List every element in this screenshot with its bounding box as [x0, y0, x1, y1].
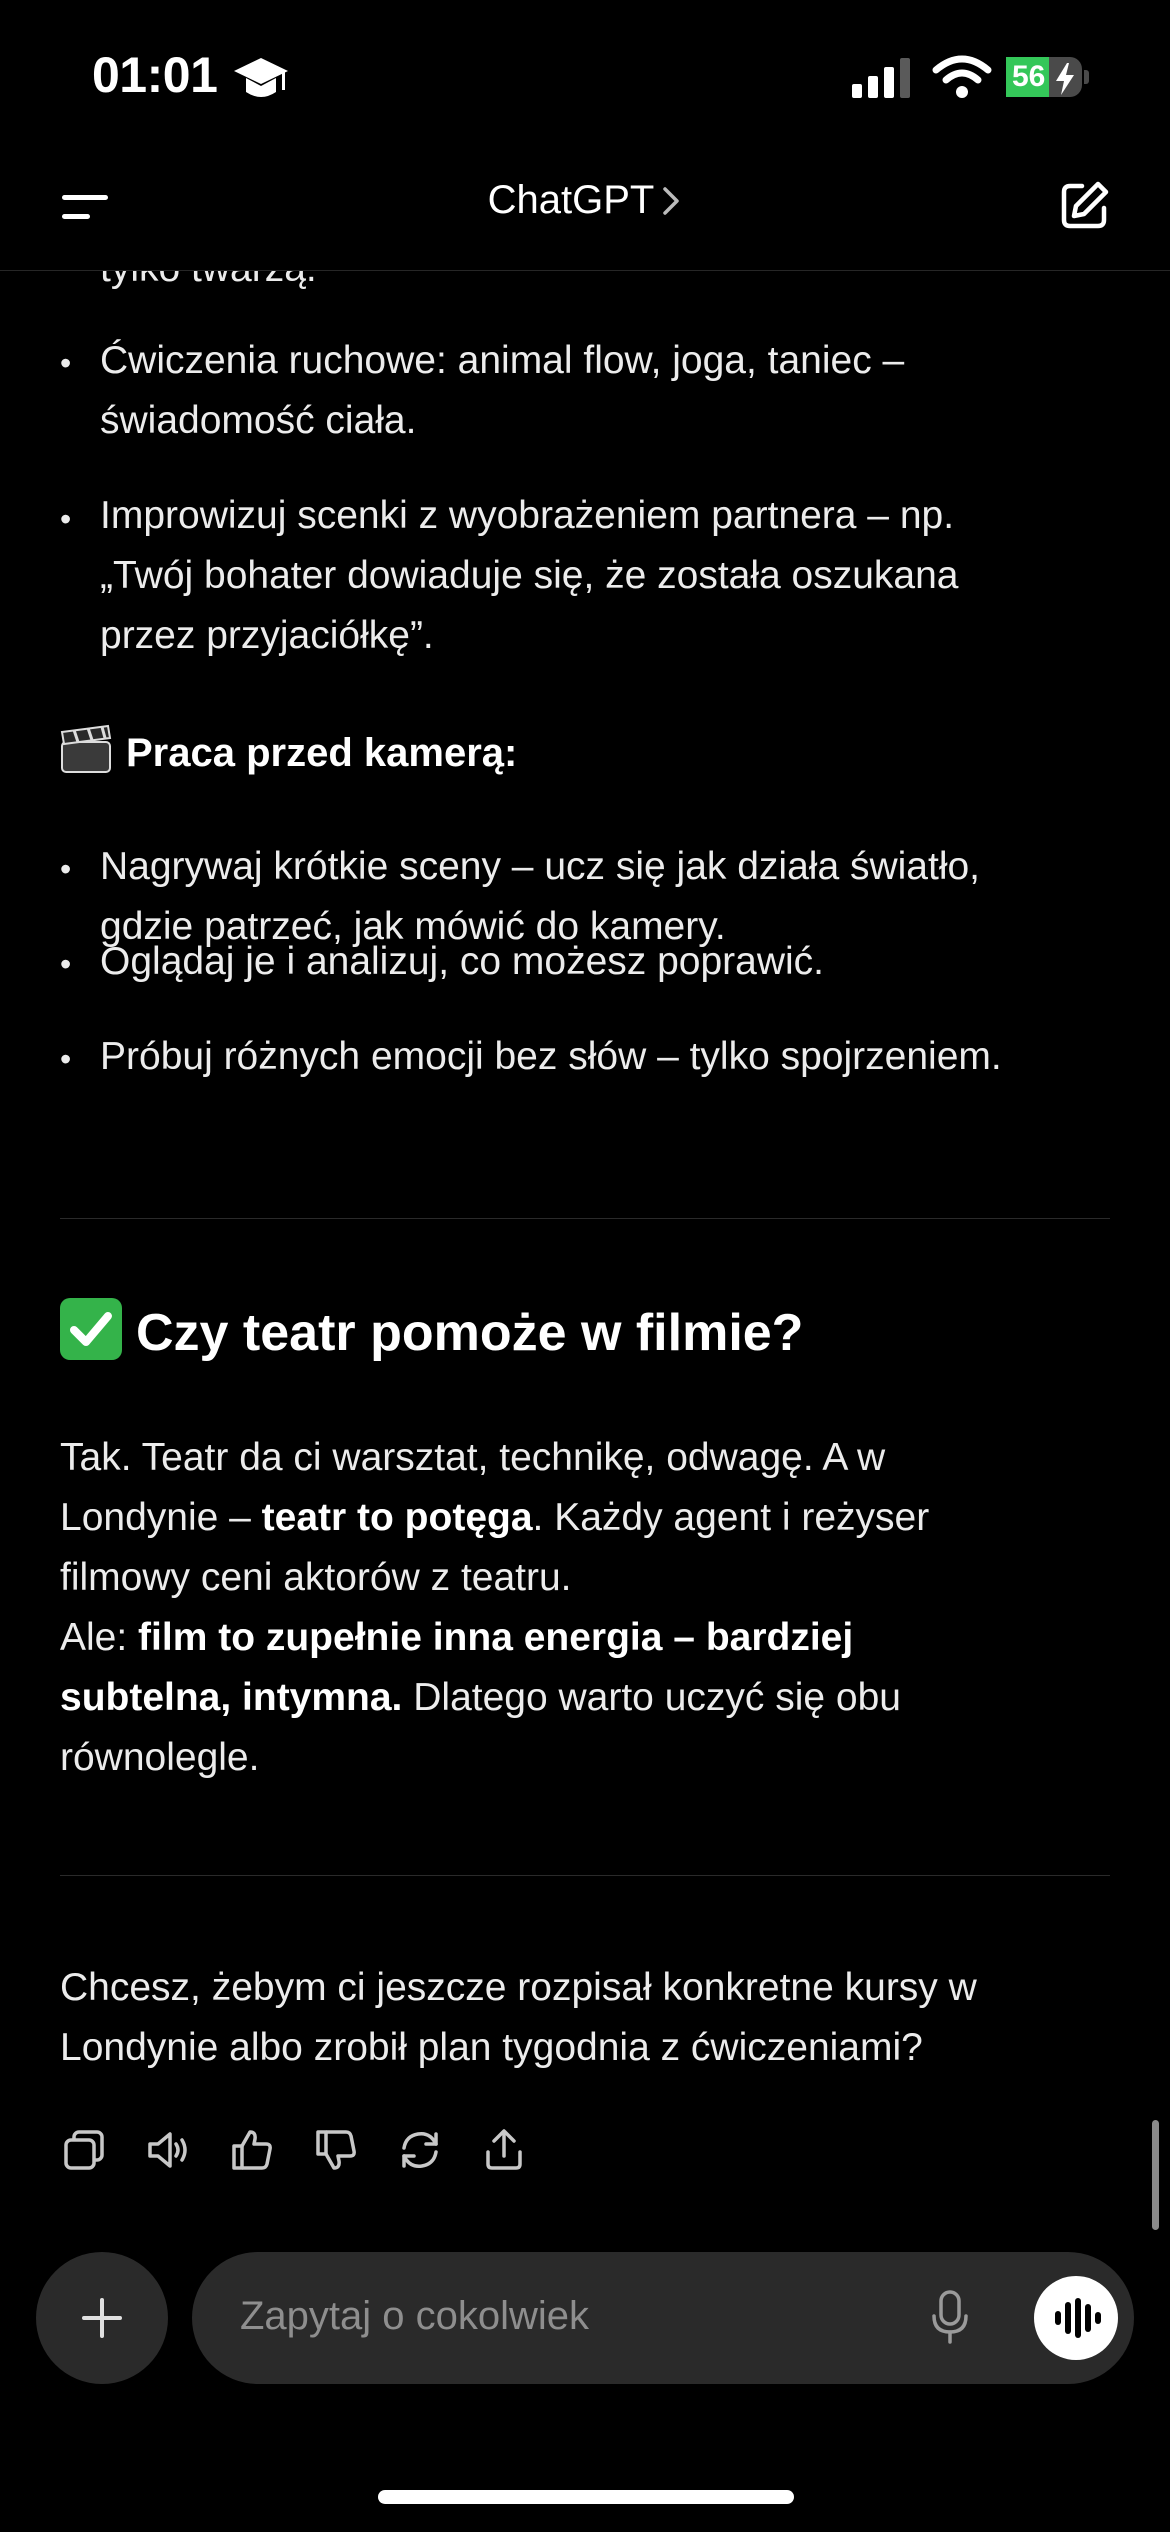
bullet-marker: •	[60, 345, 72, 381]
list-item: Improwizuj scenki z wyobrażeniem partnera – np.	[100, 494, 955, 537]
message-input[interactable]	[192, 2252, 1134, 2384]
battery-indicator	[1006, 54, 1088, 100]
status-time: 01:01	[92, 47, 218, 103]
status-bar	[0, 0, 1170, 150]
paragraph-line: filmowy ceni aktorów z teatru.	[60, 1556, 572, 1599]
input-placeholder: Zapytaj o cokolwiek	[240, 2294, 590, 2338]
check-mark-icon	[60, 1298, 122, 1360]
paragraph-line: Ale: film to zupełnie inna energia – bardziej	[60, 1616, 854, 1659]
cellular-signal-icon	[852, 58, 916, 98]
paragraph-line: subtelna, intymna. Dlatego warto uczyć się obu	[60, 1676, 901, 1719]
voice-mode-button[interactable]	[1034, 2276, 1118, 2360]
model-selector[interactable]	[0, 178, 1170, 223]
paragraph-line: Tak. Teatr da ci warsztat, technikę, odwagę. A w	[60, 1436, 886, 1479]
bullet-marker: •	[60, 946, 72, 982]
assistant-message	[0, 271, 1170, 2151]
attach-button[interactable]	[36, 2252, 168, 2384]
thumbs-down-icon[interactable]	[312, 2126, 360, 2174]
plus-icon	[78, 2294, 126, 2342]
share-icon[interactable]	[480, 2126, 528, 2174]
followup-line: Londynie albo zrobił plan tygodnia z ćwiczeniami?	[60, 2026, 923, 2069]
followup-line: Chcesz, żebym ci jeszcze rozpisał konkretne kursy w	[60, 1966, 977, 2009]
bullet-marker: •	[60, 1041, 72, 1077]
list-item: „Twój bohater dowiaduje się, że została oszukana	[100, 554, 959, 597]
voice-waveform-icon	[1034, 2276, 1118, 2360]
bullet-marker: •	[60, 501, 72, 537]
paragraph-line: Londynie – teatr to potęga. Każdy agent i reżyser	[60, 1496, 930, 1539]
list-item: Oglądaj je i analizuj, co możesz poprawić.	[100, 940, 825, 983]
wifi-icon	[932, 54, 992, 100]
page-title: ChatGPT	[487, 178, 655, 222]
section-heading-text: Czy teatr pomoże w filmie?	[136, 1304, 804, 1362]
charging-bolt-icon	[1054, 63, 1076, 95]
scrollbar[interactable]	[1152, 2120, 1159, 2230]
clapperboard-icon	[60, 726, 112, 774]
list-item: przez przyjaciółkę”.	[100, 614, 434, 657]
regenerate-icon[interactable]	[396, 2126, 444, 2174]
subheading-text: Praca przed kamerą:	[126, 731, 518, 775]
list-item: gdzie patrzeć, jak mówić do kamery.	[100, 905, 726, 948]
bullet-marker: •	[60, 851, 72, 887]
new-chat-icon[interactable]	[1058, 180, 1110, 232]
thumbs-up-icon[interactable]	[228, 2126, 276, 2174]
list-item: świadomość ciała.	[100, 399, 417, 442]
read-aloud-icon[interactable]	[144, 2126, 192, 2174]
graduation-cap-icon	[232, 54, 290, 106]
chevron-right-icon	[660, 185, 682, 217]
list-item: Próbuj różnych emocji bez słów – tylko spojrzeniem.	[100, 1035, 1002, 1078]
list-item: Nagrywaj krótkie sceny – ucz się jak działa światło,	[100, 845, 981, 888]
battery-percent: 56	[1012, 60, 1046, 93]
copy-icon[interactable]	[60, 2126, 108, 2174]
list-item: Ćwiczenia ruchowe: animal flow, joga, taniec –	[100, 339, 905, 382]
divider	[60, 1218, 1110, 1219]
home-indicator	[378, 2490, 794, 2504]
microphone-icon[interactable]	[930, 2290, 970, 2346]
divider	[60, 1875, 1110, 1876]
section-heading	[60, 1298, 803, 1363]
subheading	[60, 726, 517, 776]
paragraph-line: równolegle.	[60, 1736, 260, 1779]
